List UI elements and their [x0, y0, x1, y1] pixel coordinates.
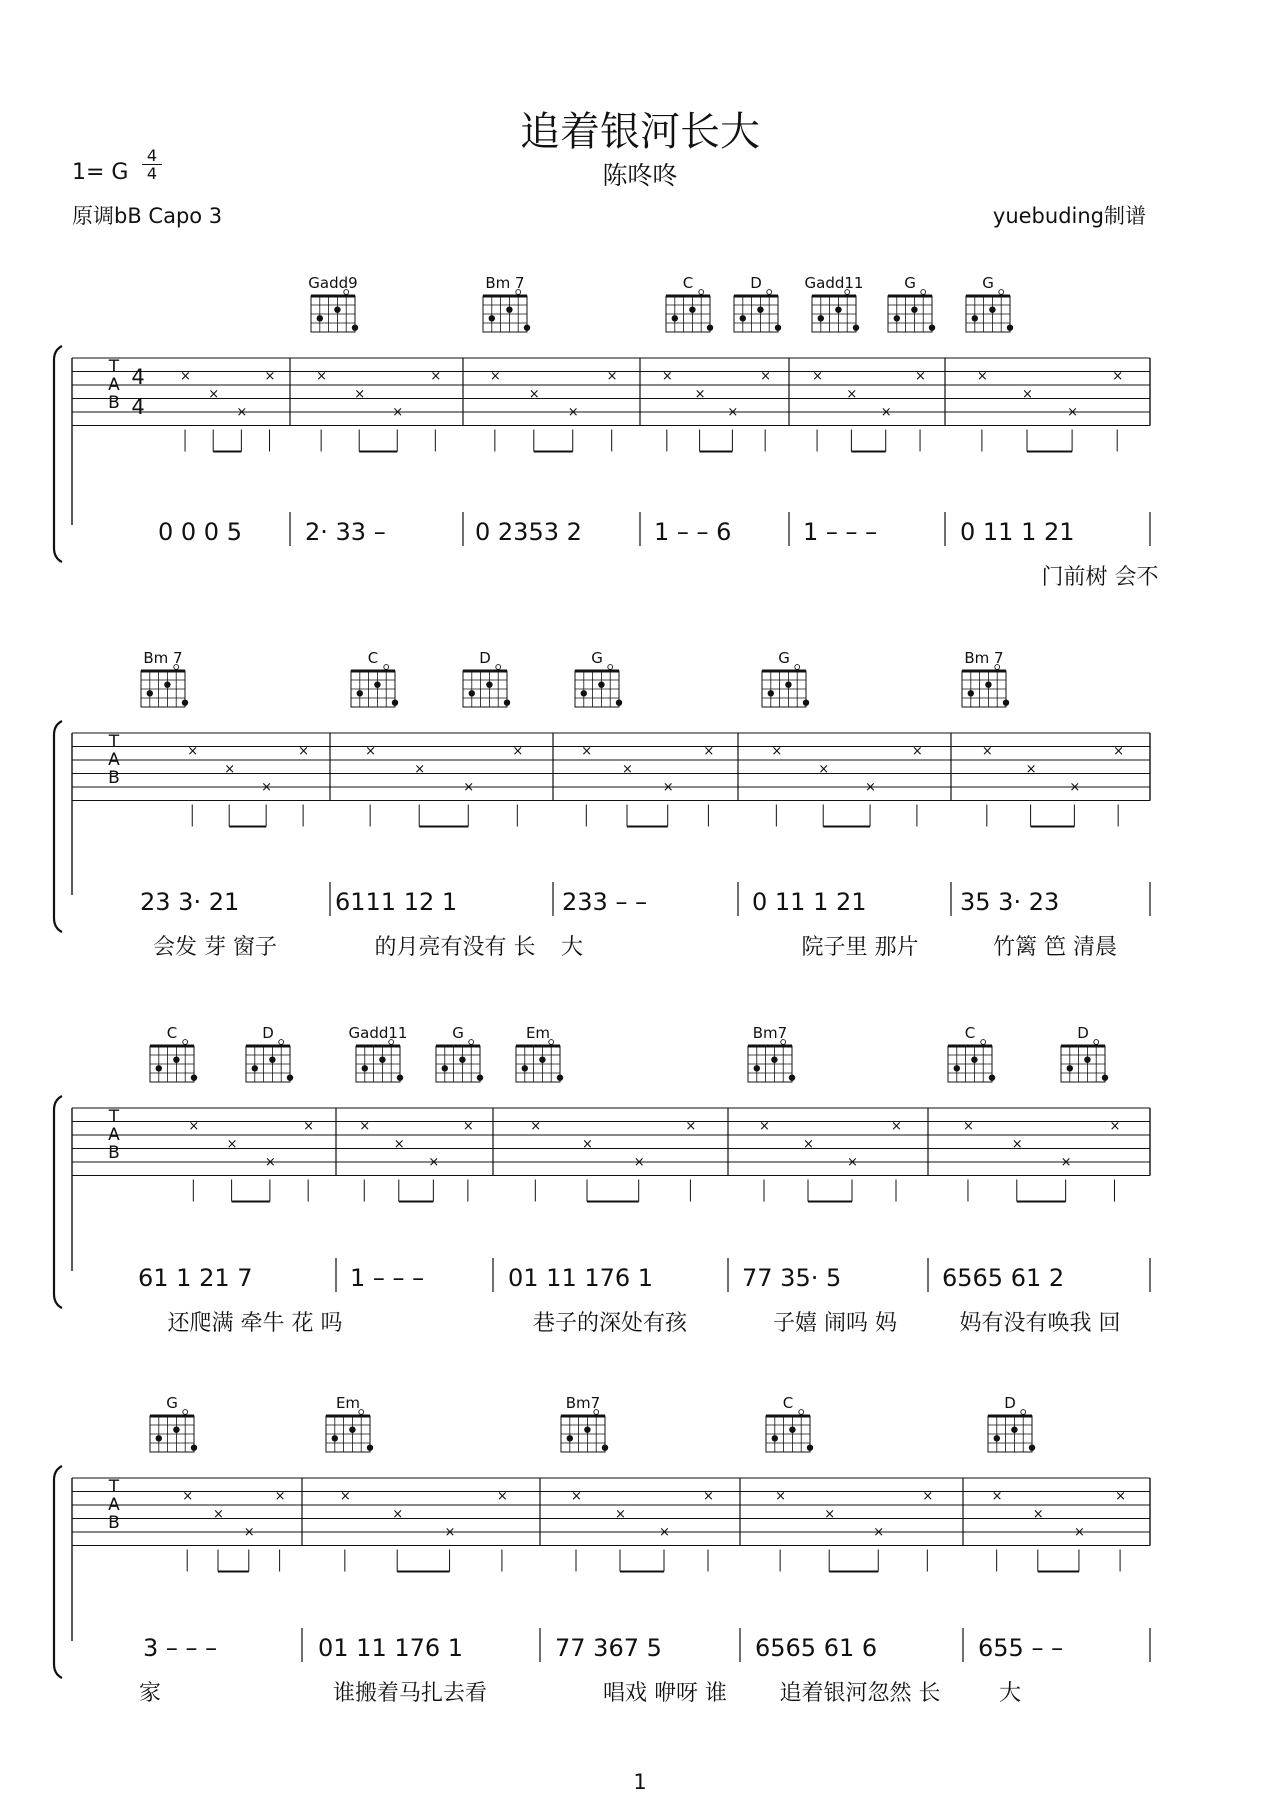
chord-open-string: [279, 1040, 284, 1045]
jianpu-measure: 1 – – –: [803, 518, 878, 546]
chord-finger-dot: [486, 681, 492, 687]
jianpu-measure: 0 2353 2: [475, 518, 582, 546]
tab-fret-mark: ×: [1112, 369, 1124, 384]
chord-finger-dot: [334, 306, 340, 312]
chord-name: Bm 7: [964, 649, 1004, 667]
lyric-line: 子嬉 闹吗 妈: [773, 1311, 897, 1336]
chord-finger-dot: [1007, 324, 1013, 330]
chord-finger-dot: [362, 1065, 368, 1071]
tab-fret-mark: ×: [1022, 387, 1033, 402]
system-2: [54, 649, 1150, 960]
chord-finger-dot: [602, 1444, 608, 1450]
tab-fret-mark: ×: [392, 1507, 404, 1522]
tab-fret-mark: ×: [803, 1137, 814, 1152]
artist-name: 陈咚咚: [602, 161, 678, 190]
tab-fret-mark: ×: [462, 1119, 474, 1134]
chord-name: C: [682, 274, 694, 292]
lyric-line: 院子里 那片: [801, 935, 919, 960]
chord-finger-dot: [459, 1056, 465, 1062]
tab-fret-mark: ×: [991, 1489, 1003, 1504]
chord-open-string: [359, 1410, 364, 1415]
chord-finger-dot: [789, 1426, 795, 1432]
jianpu-measure: 01 11 176 1: [318, 1634, 464, 1662]
time-signature-top: 4: [146, 146, 158, 165]
chord-finger-dot: [287, 1074, 293, 1080]
tab-fret-mark: ×: [182, 1489, 194, 1504]
jianpu-measure: 1 – – 6: [654, 518, 732, 546]
chord-open-string: [1021, 1410, 1026, 1415]
tab-fret-mark: ×: [824, 1507, 836, 1522]
chord-name: C: [782, 1394, 794, 1412]
chord-finger-dot: [522, 1065, 528, 1071]
tab-clef-letter: T: [108, 357, 120, 377]
tab-fret-mark: ×: [873, 1525, 885, 1540]
chord-finger-dot: [775, 324, 781, 330]
tab-fret-mark: ×: [571, 1489, 582, 1504]
lyric-line: 追着银河忽然 长: [779, 1681, 941, 1706]
tab-fret-mark: ×: [703, 744, 715, 759]
page-number: 1: [633, 1770, 647, 1794]
tab-fret-mark: ×: [915, 369, 926, 384]
tab-fret-mark: ×: [694, 387, 706, 402]
chord-finger-dot: [506, 306, 512, 312]
chord-finger-dot: [689, 306, 695, 312]
tab-fret-mark: ×: [1060, 1155, 1072, 1170]
tab-clef-letter: A: [108, 1125, 120, 1145]
chord-finger-dot: [469, 690, 475, 696]
chord-finger-dot: [818, 315, 824, 321]
chord-finger-dot: [252, 1065, 258, 1071]
system-1: [54, 274, 1159, 590]
chord-finger-dot: [397, 1074, 403, 1080]
chord-finger-dot: [173, 1426, 179, 1432]
chord-finger-dot: [968, 690, 974, 696]
jianpu-measure: 6565 61 2: [942, 1264, 1065, 1292]
chord-finger-dot: [985, 681, 991, 687]
tab-fret-mark: ×: [444, 1525, 456, 1540]
tab-fret-mark: ×: [354, 387, 366, 402]
chord-finger-dot: [156, 1065, 162, 1071]
key-signature: 1= G: [72, 160, 129, 185]
chord-open-string: [799, 1410, 804, 1415]
tab-fret-mark: ×: [659, 1525, 670, 1540]
chord-finger-dot: [191, 1444, 197, 1450]
jianpu-measure: 6565 61 6: [755, 1634, 878, 1662]
chord-open-string: [921, 290, 926, 295]
chord-finger-dot: [349, 1426, 355, 1432]
tab-fret-mark: ×: [414, 762, 426, 777]
system-brace: [54, 1096, 62, 1308]
tab-fret-mark: ×: [463, 780, 475, 795]
tab-fret-mark: ×: [365, 744, 377, 759]
chord-finger-dot: [524, 324, 530, 330]
lyric-line: 大: [560, 935, 584, 960]
tab-fret-mark: ×: [818, 762, 830, 777]
tab-fret-mark: ×: [298, 744, 310, 759]
chord-finger-dot: [911, 306, 917, 312]
chord-name: C: [166, 1024, 178, 1042]
tab-fret-mark: ×: [1113, 744, 1125, 759]
tab-fret-mark: ×: [581, 744, 593, 759]
jianpu-measure: 77 367 5: [555, 1634, 662, 1662]
chord-finger-dot: [1102, 1074, 1108, 1080]
chord-finger-dot: [989, 1074, 995, 1080]
lyric-line: 门前树 会不: [1041, 565, 1159, 590]
tab-fret-mark: ×: [1073, 1525, 1085, 1540]
tab-fret-mark: ×: [428, 1155, 440, 1170]
chord-name: Bm7: [565, 1394, 601, 1412]
jianpu-measure: 23 3· 21: [140, 888, 240, 916]
tab-fret-mark: ×: [962, 1119, 974, 1134]
tab-fret-mark: ×: [264, 1155, 276, 1170]
chord-finger-dot: [357, 690, 363, 696]
chord-finger-dot: [147, 690, 153, 696]
chord-finger-dot: [352, 324, 358, 330]
jianpu-measure: 77 35· 5: [742, 1264, 842, 1292]
chord-finger-dot: [164, 681, 170, 687]
tab-fret-mark: ×: [633, 1155, 645, 1170]
tab-fret-mark: ×: [224, 762, 236, 777]
chord-finger-dot: [581, 690, 587, 696]
tab-fret-mark: ×: [274, 1489, 286, 1504]
tab-fret-mark: ×: [615, 1507, 626, 1522]
jianpu-measure: 3 – – –: [143, 1634, 218, 1662]
chord-finger-dot: [807, 1444, 813, 1450]
chord-finger-dot: [173, 1056, 179, 1062]
chord-name: Gadd11: [804, 274, 864, 292]
chord-finger-dot: [191, 1074, 197, 1080]
chord-finger-dot: [567, 1435, 573, 1441]
tab-fret-mark: ×: [528, 387, 540, 402]
chord-finger-dot: [754, 1065, 760, 1071]
chord-open-string: [183, 1040, 188, 1045]
tab-fret-mark: ×: [662, 780, 674, 795]
chord-finger-dot: [994, 1435, 1000, 1441]
system-brace: [54, 346, 62, 562]
tab-clef-letter: T: [108, 732, 120, 752]
chord-finger-dot: [768, 690, 774, 696]
chord-finger-dot: [1067, 1065, 1073, 1071]
chord-finger-dot: [707, 324, 713, 330]
chord-finger-dot: [332, 1435, 338, 1441]
tab-fret-mark: ×: [847, 1155, 858, 1170]
chord-name: G: [452, 1024, 464, 1042]
tab-fret-mark: ×: [622, 762, 633, 777]
tab-fret-mark: ×: [208, 387, 220, 402]
chord-finger-dot: [182, 699, 188, 705]
chord-finger-dot: [1029, 1444, 1035, 1450]
chord-finger-dot: [757, 306, 763, 312]
tab-clef-letter: A: [108, 1495, 120, 1515]
tab-fret-mark: ×: [1069, 780, 1081, 795]
chord-finger-dot: [954, 1065, 960, 1071]
tab-fret-mark: ×: [760, 369, 772, 384]
tab-fret-mark: ×: [880, 405, 892, 420]
tab-fret-mark: ×: [1025, 762, 1037, 777]
chord-name: Bm 7: [143, 649, 183, 667]
chord-finger-dot: [740, 315, 746, 321]
tab-fret-mark: ×: [727, 405, 739, 420]
chord-finger-dot: [1003, 699, 1009, 705]
time-signature-bottom: 4: [146, 164, 158, 183]
tab-fret-mark: ×: [846, 387, 858, 402]
chord-name: Gadd11: [348, 1024, 408, 1042]
tab-fret-mark: ×: [981, 744, 993, 759]
chord-finger-dot: [616, 699, 622, 705]
tab-fret-mark: ×: [1115, 1489, 1126, 1504]
chord-finger-dot: [539, 1056, 545, 1062]
tab-fret-mark: ×: [606, 369, 618, 384]
chord-finger-dot: [835, 306, 841, 312]
chord-name: D: [1077, 1024, 1089, 1042]
chord-name: D: [479, 649, 491, 667]
tab-clef-letter: B: [108, 1143, 120, 1163]
tab-clef-letter: T: [108, 1477, 120, 1497]
chord-open-string: [496, 665, 501, 670]
tab-fret-mark: ×: [759, 1119, 770, 1134]
tab-fret-mark: ×: [922, 1489, 934, 1504]
chord-name: G: [591, 649, 603, 667]
jianpu-measure: 655 – –: [978, 1634, 1064, 1662]
chord-name: G: [904, 274, 916, 292]
tab-fret-mark: ×: [393, 1137, 405, 1152]
chord-finger-dot: [971, 1056, 977, 1062]
chord-finger-dot: [557, 1074, 563, 1080]
chord-finger-dot: [789, 1074, 795, 1080]
chord-finger-dot: [785, 681, 791, 687]
tab-fret-mark: ×: [261, 780, 273, 795]
chord-open-string: [549, 1040, 554, 1045]
tab-fret-mark: ×: [530, 1119, 542, 1134]
chord-open-string: [1094, 1040, 1099, 1045]
tab-fret-mark: ×: [775, 1489, 787, 1504]
jianpu-measure: 6111 12 1: [335, 888, 458, 916]
chord-finger-dot: [392, 699, 398, 705]
chord-finger-dot: [1011, 1426, 1017, 1432]
jianpu-measure: 61 1 21 7: [138, 1264, 253, 1292]
jianpu-measure: 0 11 1 21: [960, 518, 1075, 546]
chord-finger-dot: [379, 1056, 385, 1062]
jianpu-measure: 01 11 176 1: [508, 1264, 654, 1292]
lyric-line: 大: [998, 1681, 1022, 1706]
tab-fret-mark: ×: [703, 1489, 714, 1504]
song-title: 追着银河长大: [520, 109, 760, 155]
chord-finger-dot: [598, 681, 604, 687]
chord-name: Em: [335, 1394, 361, 1412]
tab-fret-mark: ×: [512, 744, 524, 759]
chord-open-string: [999, 290, 1004, 295]
chord-name: G: [166, 1394, 178, 1412]
lyric-line: 妈有没有唤我 回: [959, 1311, 1121, 1336]
chord-name: D: [1004, 1394, 1016, 1412]
chord-finger-dot: [853, 324, 859, 330]
jianpu-measure: 35 3· 23: [960, 888, 1060, 916]
chord-finger-dot: [1084, 1056, 1090, 1062]
tab-fret-mark: ×: [213, 1507, 224, 1522]
chord-finger-dot: [672, 315, 678, 321]
tab-fret-mark: ×: [1032, 1507, 1044, 1522]
tab-fret-mark: ×: [911, 744, 923, 759]
chord-finger-dot: [989, 306, 995, 312]
chord-name: G: [982, 274, 994, 292]
tab-fret-mark: ×: [891, 1119, 902, 1134]
tab-fret-mark: ×: [1067, 405, 1079, 420]
system-brace: [54, 1466, 62, 1678]
chord-name: C: [964, 1024, 976, 1042]
tab-fret-mark: ×: [489, 369, 501, 384]
tab-fret-mark: ×: [567, 405, 579, 420]
chord-open-string: [981, 1040, 986, 1045]
arranger-credit: yuebuding制谱: [992, 204, 1146, 228]
tab-fret-mark: ×: [359, 1119, 371, 1134]
chord-open-string: [795, 665, 800, 670]
tab-fret-mark: ×: [226, 1137, 238, 1152]
lyric-line: 巷子的深处有孩: [532, 1311, 688, 1336]
chord-name: C: [367, 649, 379, 667]
original-key-capo: 原调bB Capo 3: [72, 204, 223, 228]
chord-open-string: [608, 665, 613, 670]
tab-fret-mark: ×: [303, 1119, 315, 1134]
chord-name: Gadd9: [308, 274, 358, 292]
tab-fret-mark: ×: [976, 369, 988, 384]
tab-fret-mark: ×: [685, 1119, 697, 1134]
tab-fret-mark: ×: [264, 369, 276, 384]
tab-fret-mark: ×: [771, 744, 783, 759]
tab-fret-mark: ×: [316, 369, 328, 384]
tab-clef-letter: A: [108, 375, 120, 395]
chord-finger-dot: [477, 1074, 483, 1080]
chord-finger-dot: [269, 1056, 275, 1062]
chord-finger-dot: [504, 699, 510, 705]
chord-name: Em: [525, 1024, 551, 1042]
lyric-line: 还爬满 牵牛 花 吗: [167, 1311, 343, 1336]
tab-clef-letter: B: [108, 768, 120, 788]
tab-fret-mark: ×: [812, 369, 823, 384]
lyric-line: 谁搬着马扎去看: [332, 1681, 488, 1706]
chord-name: G: [778, 649, 790, 667]
chord-finger-dot: [894, 315, 900, 321]
lyric-line: 竹篱 笆 清晨: [993, 935, 1117, 960]
chord-finger-dot: [317, 315, 323, 321]
chord-finger-dot: [803, 699, 809, 705]
jianpu-measure: 1 – – –: [350, 1264, 425, 1292]
chord-open-string: [767, 290, 772, 295]
chord-name: D: [750, 274, 762, 292]
chord-name: Bm7: [752, 1024, 788, 1042]
tab-fret-mark: ×: [430, 369, 442, 384]
jianpu-measure: 2· 33 –: [305, 518, 386, 546]
chord-open-string: [699, 290, 704, 295]
tab-fret-mark: ×: [188, 1119, 200, 1134]
system-3: [54, 1024, 1150, 1336]
chord-finger-dot: [374, 681, 380, 687]
tab-fret-mark: ×: [243, 1525, 255, 1540]
tab-fret-mark: ×: [865, 780, 876, 795]
chord-name: D: [262, 1024, 274, 1042]
tab-clef-letter: A: [108, 750, 120, 770]
tab-clef-letter: B: [108, 393, 120, 413]
lyric-line: 唱戏 咿呀 谁: [603, 1681, 727, 1706]
lyric-line: 会发 芽 窗子: [153, 935, 277, 960]
lyric-line: 家: [138, 1681, 162, 1706]
tab-clef-letter: B: [108, 1513, 120, 1533]
chord-finger-dot: [489, 315, 495, 321]
tab-fret-mark: ×: [339, 1489, 351, 1504]
chord-open-string: [469, 1040, 474, 1045]
chord-open-string: [384, 665, 389, 670]
chord-finger-dot: [772, 1435, 778, 1441]
system-4: [54, 1394, 1150, 1706]
tab-fret-mark: ×: [1109, 1119, 1121, 1134]
tab-clef-letter: T: [108, 1107, 120, 1127]
tab-fret-mark: ×: [661, 369, 673, 384]
tab-fret-mark: ×: [1011, 1137, 1023, 1152]
tab-fret-mark: ×: [180, 369, 191, 384]
chord-finger-dot: [156, 1435, 162, 1441]
tab-fret-mark: ×: [392, 405, 404, 420]
chord-finger-dot: [771, 1056, 777, 1062]
tab-fret-mark: ×: [496, 1489, 508, 1504]
chord-open-string: [183, 1410, 188, 1415]
chord-finger-dot: [584, 1426, 590, 1432]
jianpu-measure: 0 0 0 5: [158, 518, 242, 546]
tab-fret-mark: ×: [187, 744, 199, 759]
jianpu-measure: 0 11 1 21: [752, 888, 867, 916]
jianpu-measure: 233 – –: [562, 888, 648, 916]
lyric-line: 的月亮有没有 长: [374, 935, 536, 960]
chord-name: Bm 7: [485, 274, 525, 292]
tab-fret-mark: ×: [582, 1137, 593, 1152]
tab-time-bottom: 4: [131, 395, 145, 419]
system-brace: [54, 721, 62, 932]
tab-fret-mark: ×: [236, 405, 248, 420]
chord-finger-dot: [442, 1065, 448, 1071]
chord-finger-dot: [929, 324, 935, 330]
chord-finger-dot: [367, 1444, 373, 1450]
chord-finger-dot: [972, 315, 978, 321]
tab-time-top: 4: [131, 365, 145, 389]
